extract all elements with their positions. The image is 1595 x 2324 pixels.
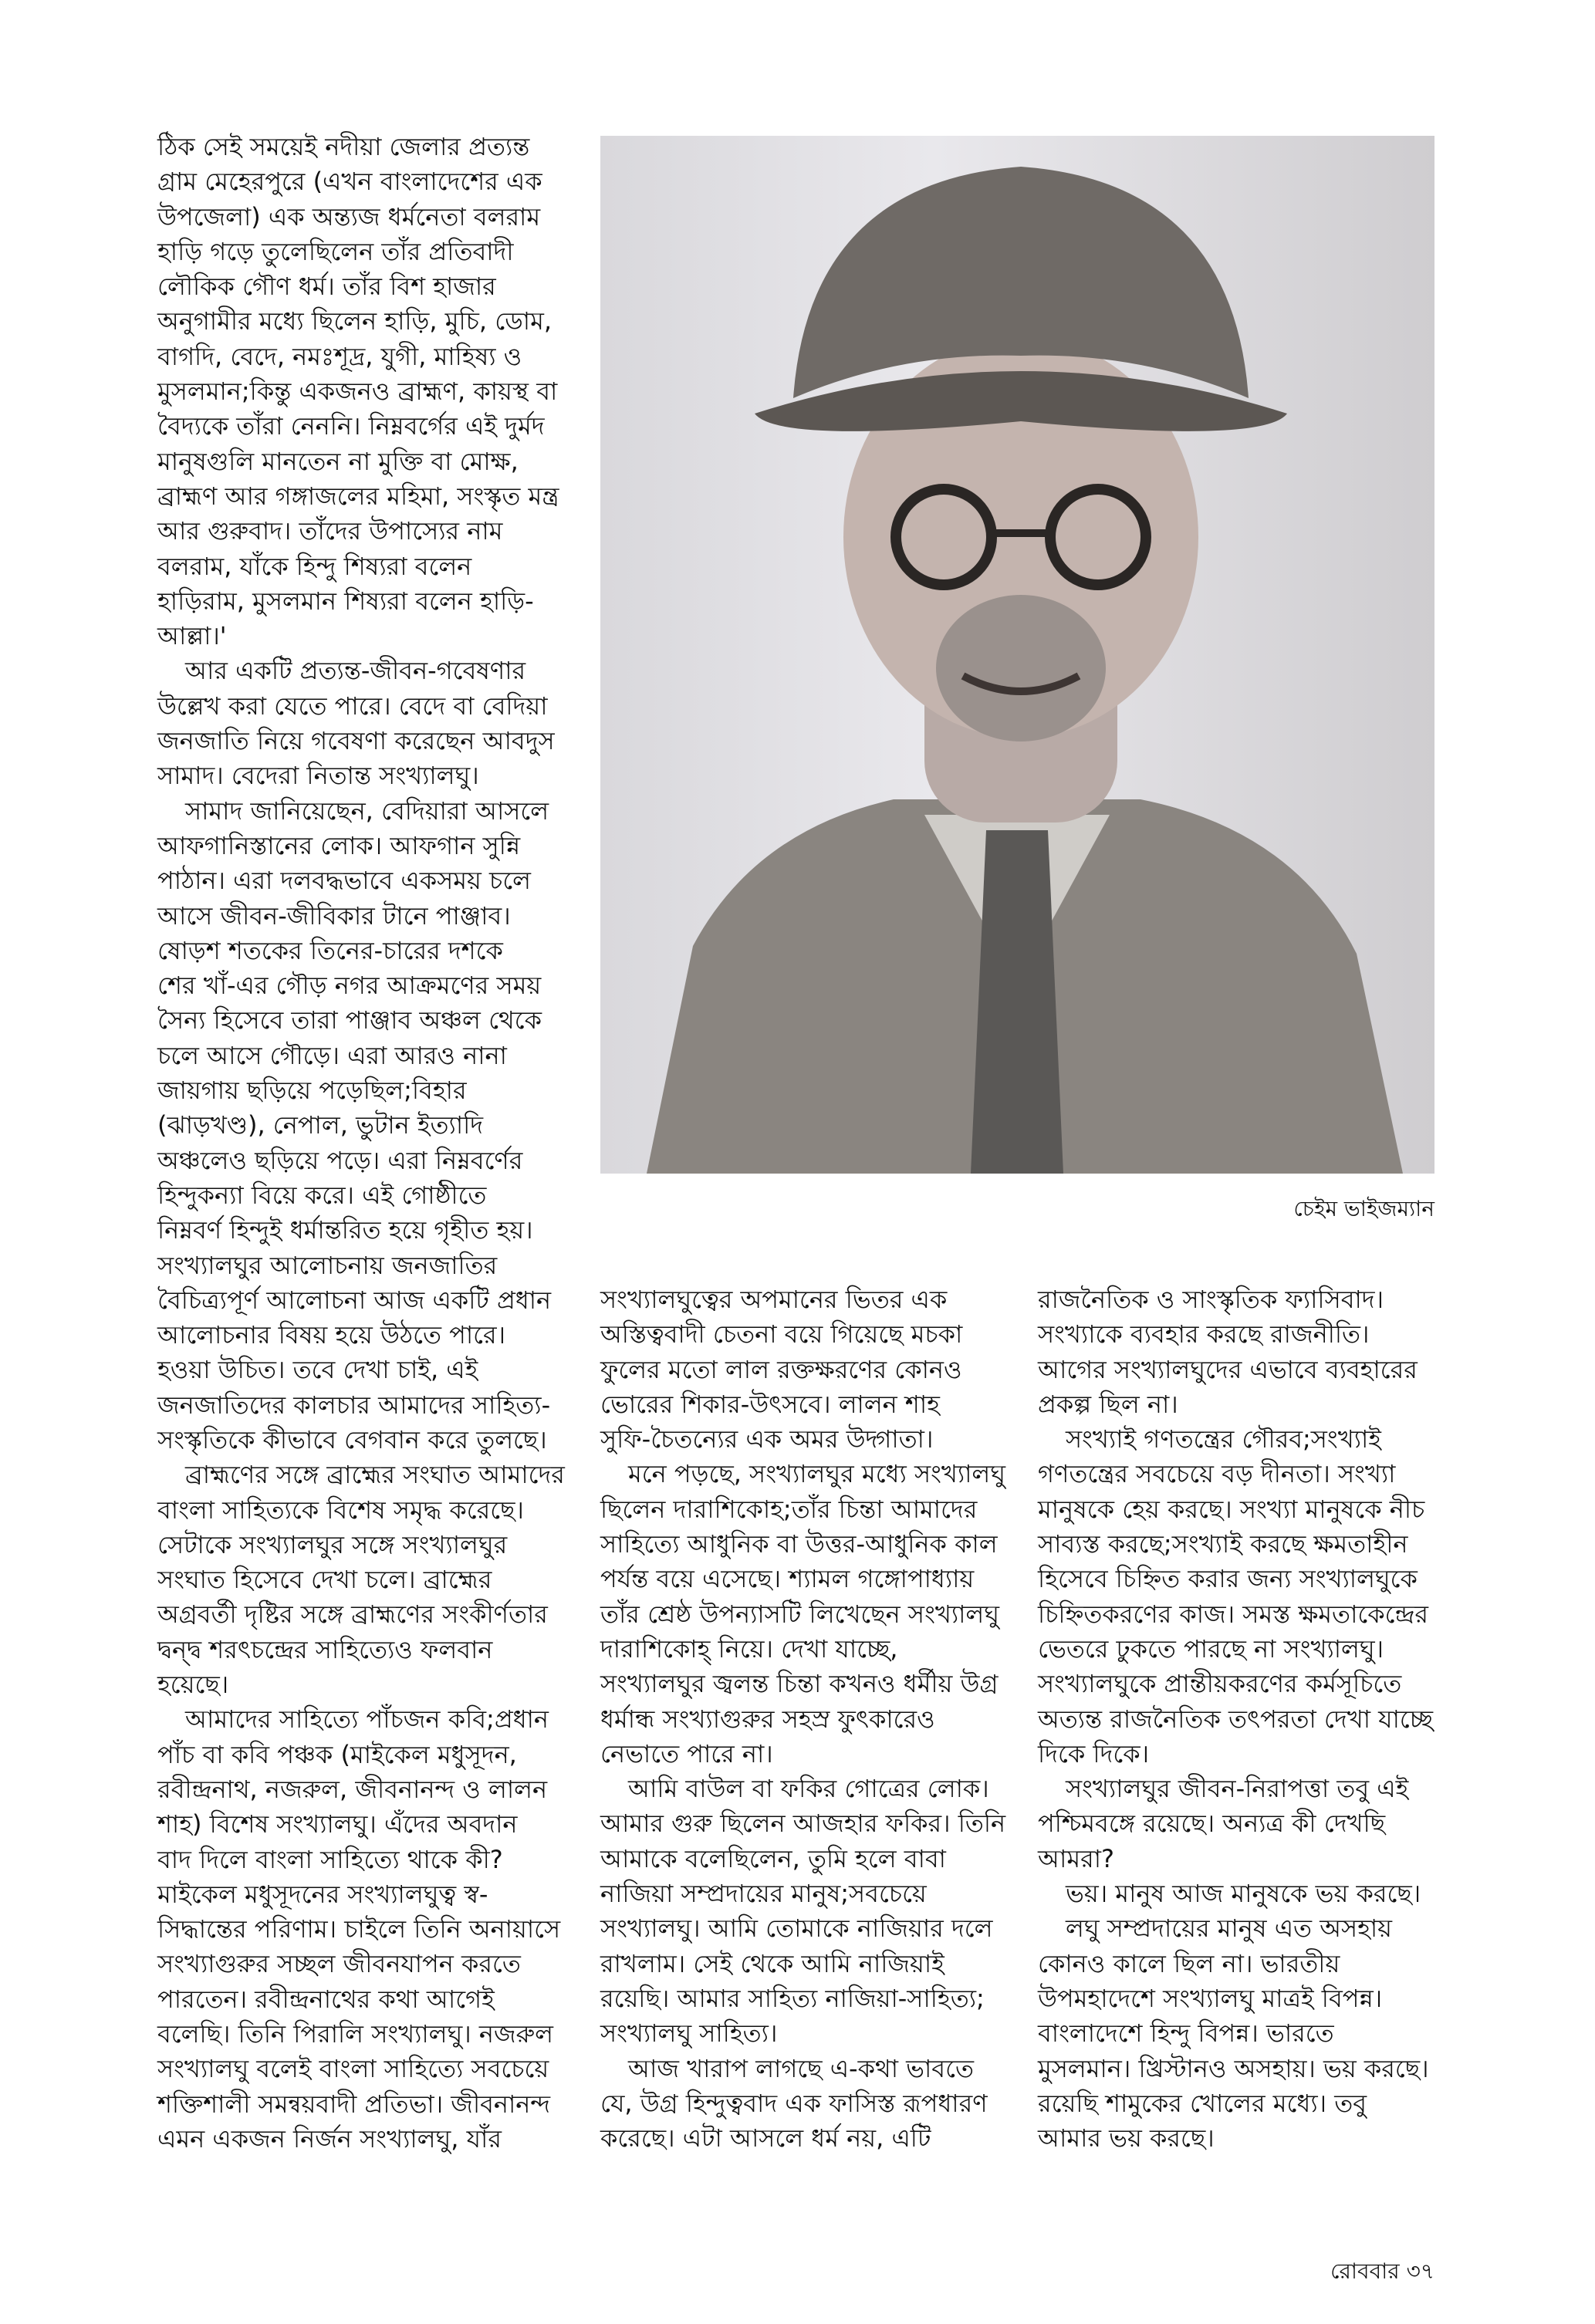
text-line: আফগানিস্তানের লোক। আফগান সুন্নি bbox=[157, 830, 521, 860]
text-line: জনজাতি নিয়ে গবেষণা করেছেন আবদুস bbox=[157, 726, 555, 756]
text-line: পারতেন। রবীন্দ্রনাথের কথা আগেই bbox=[157, 1984, 495, 2014]
text-line: হাড়ি গড়ে তুলেছিলেন তাঁর প্রতিবাদী bbox=[157, 236, 514, 266]
text-line: সংখ্যালঘুত্বের অপমানের ভিতর এক bbox=[600, 1285, 948, 1314]
text-line: বাদ দিলে বাংলা সাহিত্যে থাকে কী? bbox=[157, 1844, 503, 1874]
text-line: আমার ভয় করছে। bbox=[1038, 2123, 1215, 2153]
text-line: লঘু সম্প্রদায়ের মানুষ এত অসহায় bbox=[1066, 1914, 1393, 1944]
text-line: গ্রাম মেহেরপুরে (এখন বাংলাদেশের এক bbox=[157, 167, 542, 197]
text-line: কোনও কালে ছিল না। ভারতীয় bbox=[1038, 1948, 1340, 1978]
text-line: আজ খারাপ লাগছে এ-কথা ভাবতে bbox=[628, 2053, 974, 2083]
text-line: দারাশিকোহ্ নিয়ে। দেখা যাচ্ছে, bbox=[600, 1633, 898, 1664]
text-line: সামাদ। বেদেরা নিতান্ত সংখ্যালঘু। bbox=[157, 761, 479, 791]
text-line: (ঝাড়খণ্ড), নেপাল, ভুটান ইত্যাদি bbox=[157, 1110, 484, 1140]
text-line: সংখ্যাগুরুর সচ্ছল জীবনযাপন করতে bbox=[157, 1949, 521, 1979]
text-line: মানুষকে হেয় করছে। সংখ্যা মানুষকে নীচ bbox=[1038, 1494, 1425, 1524]
text-line: সামাদ জানিয়েছেন, বেদিয়ারা আসলে bbox=[185, 795, 549, 826]
page-footer: রোববার ৩৭ bbox=[1330, 2258, 1434, 2284]
text-line: মানুষগুলি মানতেন না মুক্তি বা মোক্ষ, bbox=[157, 446, 519, 476]
portrait-photo bbox=[600, 136, 1434, 1174]
text-line: রাজনৈতিক ও সাংস্কৃতিক ফ্যাসিবাদ। bbox=[1038, 1285, 1384, 1314]
text-line: চিহ্নিতকরণের কাজ। সমস্ত ক্ষমতাকেন্দ্রের bbox=[1038, 1599, 1428, 1629]
text-line: উপজেলা) এক অন্ত্যজ ধর্মনেতা বলরাম bbox=[157, 201, 541, 231]
text-line: আমাদের সাহিত্যে পাঁচজন কবি;প্রধান bbox=[185, 1704, 549, 1735]
text-line: বাগদি, বেদে, নমঃশূদ্র, যুগী, মাহিষ্য ও bbox=[157, 341, 522, 371]
text-line: জায়গায় ছড়িয়ে পড়েছিল;বিহার bbox=[157, 1076, 467, 1106]
text-line: রবীন্দ্রনাথ, নজরুল, জীবনানন্দ ও লালন bbox=[157, 1774, 548, 1804]
text-line: গণতন্ত্রের সবচেয়ে বড় দীনতা। সংখ্যা bbox=[1038, 1459, 1396, 1489]
text-line: বাংলা সাহিত্যকে বিশেষ সমৃদ্ধ করেছে। bbox=[157, 1495, 524, 1525]
text-line: সুফি-চৈতন্যের এক অমর উদ্গাতা। bbox=[600, 1424, 934, 1454]
text-line: আর গুরুবাদ। তাঁদের উপাস্যের নাম bbox=[157, 516, 503, 546]
text-line: হিন্দুকন্যা বিয়ে করে। এই গোষ্ঠীতে bbox=[157, 1180, 487, 1210]
text-line: আগের সংখ্যালঘুদের এভাবে ব্যবহারের bbox=[1038, 1354, 1418, 1384]
text-line: সংঘাত হিসেবে দেখা চলে। ব্রাহ্মের bbox=[157, 1565, 492, 1595]
text-line: অস্তিত্ববাদী চেতনা বয়ে গিয়েছে মচকা bbox=[600, 1319, 963, 1349]
text-line: অনুগামীর মধ্যে ছিলেন হাড়ি, মুচি, ডোম, bbox=[157, 306, 553, 336]
text-line: বলেছি। তিনি পিরালি সংখ্যালঘু। নজরুল bbox=[157, 2019, 554, 2049]
text-line: লৌকিক গৌণ ধর্ম। তাঁর বিশ হাজার bbox=[157, 272, 496, 302]
text-line: আমি বাউল বা ফকির গোত্রের লোক। bbox=[628, 1774, 989, 1804]
text-line: সংখ্যালঘুর জ্বলন্ত চিন্তা কখনও ধর্মীয় উগ্র bbox=[600, 1669, 999, 1699]
text-line: করেছে। এটা আসলে ধর্ম নয়, এটি bbox=[600, 2123, 931, 2153]
text-line: আর একটি প্রত্যন্ত-জীবন-গবেষণার bbox=[185, 656, 526, 686]
text-line: মুসলমান;কিন্তু একজনও ব্রাহ্মণ, কায়স্থ বা bbox=[157, 377, 558, 407]
text-line: তাঁর শ্রেষ্ঠ উপন্যাসটি লিখেছেন সংখ্যালঘু bbox=[600, 1599, 1000, 1629]
text-line: উপমহাদেশে সংখ্যালঘু মাত্রই বিপন্ন। bbox=[1038, 1983, 1383, 2013]
text-line: পশ্চিমবঙ্গে রয়েছে। অন্যত্র কী দেখছি bbox=[1038, 1809, 1386, 1839]
text-line: উল্লেখ করা যেতে পারে। বেদে বা বেদিয়া bbox=[157, 691, 548, 721]
article-column-left bbox=[157, 130, 565, 2157]
text-line: সংখ্যালঘুকে প্রান্তীয়করণের কর্মসূচিতে bbox=[1038, 1669, 1402, 1699]
text-line: শাহ) বিশেষ সংখ্যালঘু। এঁদের অবদান bbox=[157, 1809, 518, 1839]
text-line: আল্লা।' bbox=[157, 621, 227, 651]
text-line: অগ্রবর্তী দৃষ্টির সঙ্গে ব্রাহ্মণের সংকীর্ণতার bbox=[157, 1599, 548, 1630]
text-line: ফুলের মতো লাল রক্তক্ষরণের কোনও bbox=[600, 1354, 962, 1384]
text-line: ছিলেন দারাশিকোহ;তাঁর চিন্তা আমাদের bbox=[600, 1494, 978, 1524]
portrait-image bbox=[600, 136, 1434, 1174]
text-line: হয়েছে। bbox=[157, 1670, 229, 1700]
text-line: আলোচনার বিষয় হয়ে উঠতে পারে। bbox=[157, 1320, 506, 1350]
text-line: আমরা? bbox=[1038, 1843, 1114, 1873]
text-line: প্রকল্প ছিল না। bbox=[1038, 1389, 1178, 1419]
text-line: রাখলাম। সেই থেকে আমি নাজিয়াই bbox=[600, 1948, 944, 1978]
text-line: আমাকে বলেছিলেন, তুমি হলে বাবা bbox=[600, 1843, 946, 1873]
text-line: পাঠান। এরা দলবদ্ধভাবে একসময় চলে bbox=[157, 866, 532, 896]
text-line: বলরাম, যাঁকে হিন্দু শিষ্যরা বলেন bbox=[157, 551, 472, 581]
text-line: অত্যন্ত রাজনৈতিক তৎপরতা দেখা যাচ্ছে bbox=[1038, 1704, 1434, 1734]
text-line: অঞ্চলেও ছড়িয়ে পড়ে। এরা নিম্নবর্ণের bbox=[157, 1145, 523, 1175]
text-line: সেটাকে সংখ্যালঘুর সঙ্গে সংখ্যালঘুর bbox=[157, 1529, 508, 1559]
text-line: নেভাতে পারে না। bbox=[600, 1738, 773, 1768]
text-line: ভেতরে ঢুকতে পারছে না সংখ্যালঘু। bbox=[1038, 1633, 1384, 1664]
text-line: সাহিত্যে আধুনিক বা উত্তর-আধুনিক কাল bbox=[600, 1529, 998, 1559]
text-line: সংখ্যাকে ব্যবহার করছে রাজনীতি। bbox=[1038, 1319, 1370, 1349]
text-line: ব্রাহ্মণ আর গঙ্গাজলের মহিমা, সংস্কৃত মন্ত্র bbox=[157, 481, 559, 511]
text-line: মুসলমান। খ্রিস্টানও অসহায়। ভয় করছে। bbox=[1038, 2053, 1429, 2083]
text-line: বৈচিত্র্যপূর্ণ আলোচনা আজ একটি প্রধান bbox=[157, 1285, 552, 1315]
text-line: দিকে দিকে। bbox=[1038, 1738, 1150, 1768]
text-line: ঠিক সেই সময়েই নদীয়া জেলার প্রত্যন্ত bbox=[157, 132, 530, 161]
text-line: সৈন্য হিসেবে তারা পাঞ্জাব অঞ্চল থেকে bbox=[157, 1005, 542, 1035]
text-line: নিম্নবর্ণ হিন্দুই ধর্মান্তরিত হয়ে গৃহীত হয়। bbox=[157, 1215, 533, 1245]
text-line: হাড়িরাম, মুসলমান শিষ্যরা বলেন হাড়ি- bbox=[157, 586, 534, 616]
text-line: শের খাঁ-এর গৌড় নগর আক্রমণের সময় bbox=[157, 971, 542, 1001]
text-line: সংস্কৃতিকে কীভাবে বেগবান করে তুলছে। bbox=[157, 1424, 547, 1454]
text-line: সংখ্যালঘুর আলোচনায় জনজাতির bbox=[157, 1250, 498, 1280]
text-line: সাব্যস্ত করছে;সংখ্যাই করছে ক্ষমতাহীন bbox=[1038, 1529, 1408, 1559]
text-line: সংখ্যাই গণতন্ত্রের গৌরব;সংখ্যাই bbox=[1066, 1424, 1381, 1454]
text-line: ভোরের শিকার-উৎসবে। লালন শাহ bbox=[600, 1389, 940, 1419]
text-line: ধর্মান্ধ সংখ্যাগুরুর সহস্র ফুৎকারেও bbox=[600, 1704, 935, 1734]
text-line: রয়েছি। আমার সাহিত্য নাজিয়া-সাহিত্য; bbox=[600, 1983, 985, 2013]
text-line: মাইকেল মধুসূদনের সংখ্যালঘুত্ব স্ব- bbox=[157, 1879, 488, 1909]
text-line: চলে আসে গৌড়ে। এরা আরও নানা bbox=[157, 1040, 507, 1070]
text-line: দ্বন্দ্ব শরৎচন্দ্রের সাহিত্যেও ফলবান bbox=[157, 1634, 493, 1664]
text-line: ষোড়শ শতকের তিনের-চারের দশকে bbox=[157, 935, 503, 965]
text-line: বাংলাদেশে হিন্দু বিপন্ন। ভারতে bbox=[1038, 2018, 1334, 2049]
text-line: বৈদ্যকে তাঁরা নেননি। নিম্নবর্গের এই দুর্মদ bbox=[157, 411, 545, 441]
text-line: রয়েছি শামুকের খোলের মধ্যে। তবু bbox=[1038, 2088, 1367, 2118]
text-line: মনে পড়ছে, সংখ্যালঘুর মধ্যে সংখ্যালঘু bbox=[628, 1459, 1006, 1489]
text-line: সংখ্যালঘু সাহিত্য। bbox=[600, 2018, 778, 2049]
text-line: আমার গুরু ছিলেন আজহার ফকির। তিনি bbox=[600, 1809, 1006, 1839]
article-column-right bbox=[1038, 1282, 1435, 2156]
text-line: সংখ্যালঘু বলেই বাংলা সাহিত্যে সবচেয়ে bbox=[157, 2054, 549, 2084]
article-column-middle bbox=[600, 1282, 1006, 2156]
text-line: পাঁচ বা কবি পঞ্চক (মাইকেল মধুসূদন, bbox=[157, 1739, 517, 1769]
text-line: আসে জীবন-জীবিকার টানে পাঞ্জাব। bbox=[157, 900, 511, 931]
text-line: ভয়। মানুষ আজ মানুষকে ভয় করছে। bbox=[1066, 1879, 1421, 1909]
text-line: শক্তিশালী সমন্বয়বাদী প্রতিভা। জীবনানন্দ bbox=[157, 2089, 551, 2119]
text-line: এমন একজন নির্জন সংখ্যালঘু, যাঁর bbox=[157, 2123, 502, 2153]
text-line: হওয়া উচিত। তবে দেখা চাই, এই bbox=[157, 1355, 478, 1385]
text-line: যে, উগ্র হিন্দুত্ববাদ এক ফাসিস্ত রূপধারণ bbox=[600, 2088, 988, 2118]
photo-caption: চেইম ভাইজম্যান bbox=[1293, 1196, 1434, 1221]
text-line: ব্রাহ্মণের সঙ্গে ব্রাহ্মের সংঘাত আমাদের bbox=[185, 1460, 565, 1490]
text-line: হিসেবে চিহ্নিত করার জন্য সংখ্যালঘুকে bbox=[1038, 1564, 1418, 1594]
text-line: সংখ্যালঘুর জীবন-নিরাপত্তা তবু এই bbox=[1066, 1774, 1409, 1804]
text-line: নাজিয়া সম্প্রদায়ের মানুষ;সবচেয়ে bbox=[600, 1879, 927, 1909]
text-line: সংখ্যালঘু। আমি তোমাকে নাজিয়ার দলে bbox=[600, 1914, 993, 1944]
text-line: পর্যন্ত বয়ে এসেছে। শ্যামল গঙ্গোপাধ্যায় bbox=[600, 1564, 975, 1594]
text-line: জনজাতিদের কালচার আমাদের সাহিত্য- bbox=[157, 1390, 551, 1420]
text-line: সিদ্ধান্তের পরিণাম। চাইলে তিনি অনায়াসে bbox=[157, 1914, 561, 1944]
